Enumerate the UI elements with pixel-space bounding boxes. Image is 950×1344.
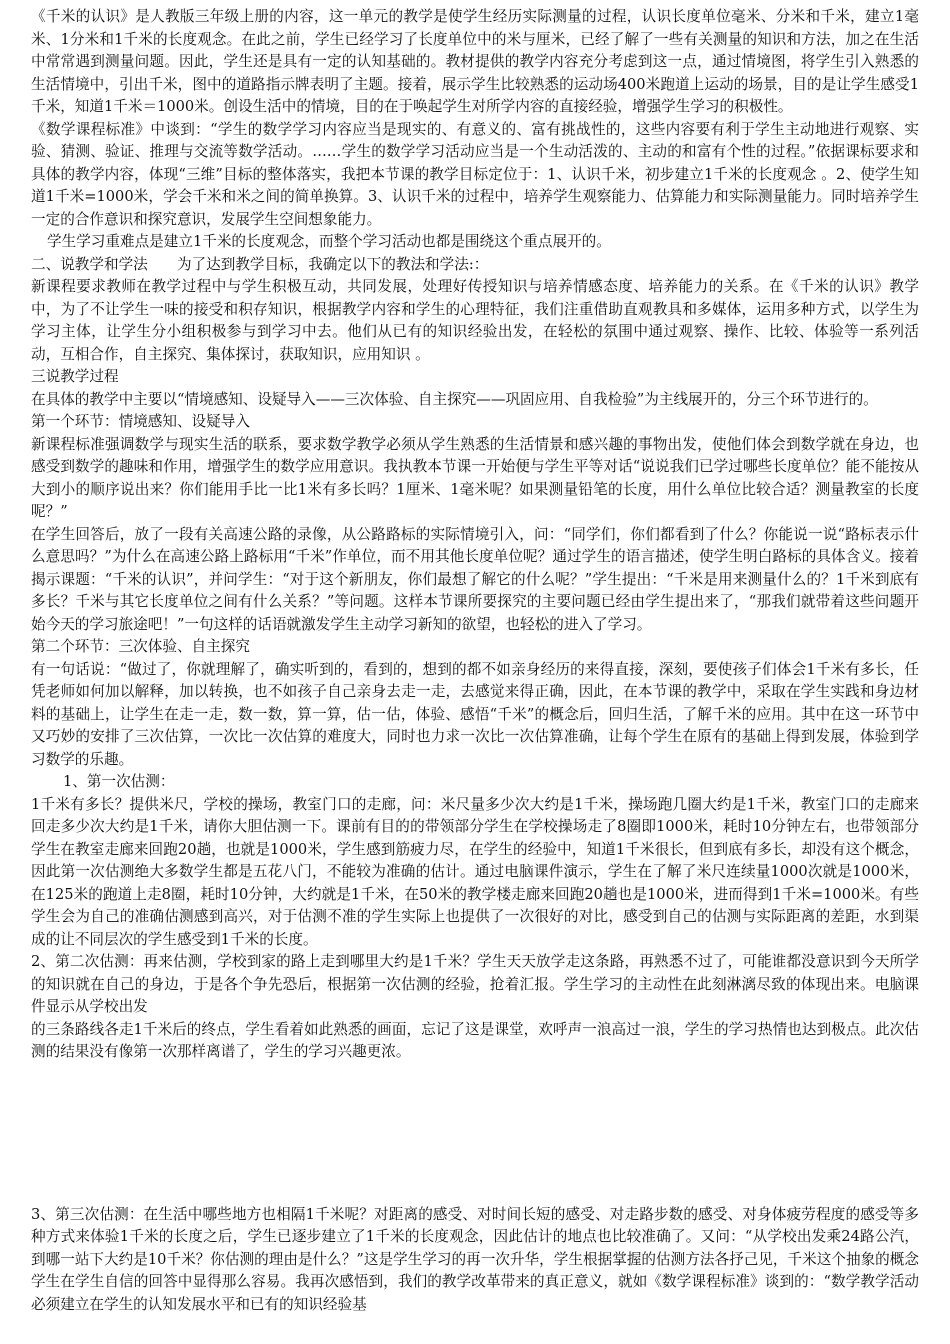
paragraph-step-one-intro: 新课程标准强调数学与现实生活的联系，要求数学教学必须从学生熟悉的生活情景和感兴趣的事物出发，使他们体会到数学就在身边，也感受到数学的趣味和作用，增强学生的数学应用意识。我执教本节课一开始便与学生平等对话“说说我们已学过哪些长度单位？能不能按从大到小的顺序说出来？你们能用手比一比1米有多长吗？1厘米、1毫米呢？如果测量铅笔的长度，用什么单位比较合适？测量教室的长度呢？”: [31, 435, 919, 520]
paragraph-teaching-methods: 新课程要求教师在教学过程中与学生积极互动，共同发展，处理好传授知识与培养情感态度、培养能力的关系。在《千米的认识》教学中，为了不让学生一味的接受和积存知识，根据教学内容和学生的心理特征，我们注重借助直观教具和多媒体，运用多种方式，以学生为学习主体，让学生分小组积极参与到学习中去。他们从已有的知识经验出发，在轻松的氛围中通过观察、操作、比较、体验等一系列活动，互相合作，自主探究、集体探讨，获取知识，应用知识 。: [31, 278, 919, 363]
paragraph-step-two-intro: 有一句话说：“做过了，你就理解了，确实听到的，看到的，想到的都不如亲身经历的来得直接，深刻，要使孩子们体会1千米有多长，任凭老师如何加以解释，加以转换，也不如孩子自己亲身去走一走，去感觉来得正确，因此，在本节课的教学中，采取在学生实践和身边材料的基础上，让学生在走一走，数一数，算一算，估一估，体验、感悟“千米”的概念后，回归生活，了解千米的应用。其中在这一环节中又巧妙的安排了三次估算，一次比一次估算的难度大，同时也力求一次比一次估算准确，让每个学生在原有的基础上得到发展，体验到学习数学的乐趣。: [31, 660, 919, 768]
paragraph-second-estimate-cont: 的三条路线各走1千米后的终点，学生看着如此熟悉的画面，忘记了这是课堂，欢呼声一浪高过一浪，学生的学习热情也达到极点。此次估测的结果没有像第一次那样离谱了，学生的学习兴趣更浓。: [31, 1020, 919, 1060]
paragraph-intro: 《千米的认识》是人教版三年级上册的内容，这一单元的教学是使学生经历实际测量的过程，认识长度单位毫米、分米和千米，建立1毫米、1分米和1千米的长度观念。在此之前，学生已经学习了长度单位中的米与厘米，已经了解了一些有关测量的知识和方法，加之在生活中常常遇到测量问题。因此，学生还是具有一定的认知基础的。教材提供的教学内容充分考虑到这一点，通过情境图，将学生引入熟悉的生活情境中，引出千米，图中的道路指示牌表明了主题。接着，展示学生比较熟悉的运动场400米跑道上运动的场景，目的是让学生感受1千米，知道1千米＝1000米。创设生活中的情境，目的在于唤起学生对所学内容的直接经验，增强学生学习的积极性。: [31, 8, 919, 115]
subheading-first-estimate: 1、第一次估测：: [63, 773, 175, 790]
paragraph-process-overview: 在具体的教学中主要以“情境感知、设疑导入——三次体验、自主探究——巩固应用、自我检验”为主线展开的，分三个环节进行的。: [31, 390, 878, 408]
section-heading-teaching-methods: 二、说教学和学法 为了达到教学目标，我确定以下的教法和学法:：: [31, 255, 489, 273]
paragraph-curriculum-standard: 《数学课程标准》中谈到：“学生的数学学习内容应当是现实的、有意义的、富有挑战性的，这些内容要有利于学生主动地进行观察、实验、猜测、验证、推理与交流等数学活动。……学生的数学学习活动应当是一个生动活泼的、主动的和富有个性的过程。”依据课标要求和具体的教学内容，体现“三维”目标的整体落实，我把本节课的教学目标定位于：1、认识千米，初步建立1千米的长度观念 。2、使学生知道1千米=1000米，学会千米和米之间的简单换算。3、认识千米的过程中，培养学生观察能力、估算能力和实际测量能力。同时培养学生一定的合作意识和探究意识，发展学生空间想象能力。: [31, 120, 919, 228]
paragraph-second-estimate: 2、第二次估测：再来估测，学校到家的路上走到哪里大约是1千米？学生天天放学走这条路，再熟悉不过了，可能谁都没意识到今天所学的知识就在自己的身边，于是各个争先恐后，根据第一次估测的经验，抢着汇报。学生学习的主动性在此刻淋漓尽致的体现出来。电脑课件显示从学校出发: [31, 953, 919, 1015]
subheading-step-one: 第一个环节：情境感知、设疑导入: [31, 413, 250, 430]
blank-gap: [31, 1064, 919, 1204]
document-page: [31, 6, 919, 1316]
paragraph-step-one-video: 在学生回答后，放了一段有关高速公路的录像，从公路路标的实际情境引入，问：“同学们，你们都看到了什么？你能说一说“路标表示什么意思吗？”为什么在高速公路上路标用“千米”作单位，而不用其他长度单位呢？通过学生的语言描述，使学生明白路标的具体含义。接着揭示课题：“千米的认识”，并问学生：“对于这个新朋友，你们最想了解它的什么呢？”学生提出：“千米是用来测量什么的？1千米到底有多长？千米与其它长度单位之间有什么关系？”等问题。这样本节课所要探究的主要问题已经由学生提出来了，“那我们就带着这些问题开始今天的学习旅途吧！”一句这样的话语就激发学生主动学习新知的欲望，也轻松的进入了学习。: [31, 525, 919, 633]
paragraph-key-difficulty: 学生学习重难点是建立1千米的长度观念，而整个学习活动也都是围绕这个重点展开的。: [47, 233, 611, 250]
subheading-step-two: 第二个环节：三次体验、自主探究: [31, 638, 250, 655]
section-heading-teaching-process: 三说教学过程: [31, 368, 119, 385]
paragraph-first-estimate: 1千米有多长？提供米尺，学校的操场，教室门口的走廊，问：米尺量多少次大约是1千米，操场跑几圈大约是1千米，教室门口的走廊来回走多少次大约是1千米，请你大胆估测一下。课前有目的的带领部分学生在学校操场走了8圈即1000米，耗时10分钟左右，也带领部分学生在教室走廊来回跑20趟，也就是1000米，学生感到筋疲力尽，在学生的经验中，知道1千米很长，但到底有多长，却没有这个概念，因此第一次估测绝大多数学生都是五花八门，不能较为准确的估计。通过电脑课件演示，学生在了解了米尺连续量1000次就是1000米，在125米的跑道上走8圈，耗时10分钟，大约就是1千米，在50米的教学楼走廊来回跑20趟也是1000米，进而得到1千米=1000米。有些学生会为自己的准确估测感到高兴，对于估测不准的学生实际上也提供了一次很好的对比，感受到自己的估测与实际距离的差距，水到渠成的让不同层次的学生感受到1千米的长度。: [31, 795, 919, 948]
paragraph-third-estimate: 3、第三次估测：在生活中哪些地方也相隔1千米呢？对距离的感受、对时间长短的感受、对走路步数的感受、对身体疲劳程度的感受等多种方式来体验1千米的长度之后，学生已逐步建立了1千米的长度观念，因此估计的地点也比较准确了。又问：“从学校出发乘24路公汽，到哪一站下大约是10千米？你估测的理由是什么？”这是学生学习的再一次升华，学生根据掌握的估测方法各抒己见，千米这个抽象的概念学生在学生自信的回答中显得那么容易。我再次感悟到，我们的教学改革带来的真正意义，就如《数学课程标准》谈到的：“数学教学活动必须建立在学生的认知发展水平和已有的知识经验基: [31, 1205, 919, 1313]
